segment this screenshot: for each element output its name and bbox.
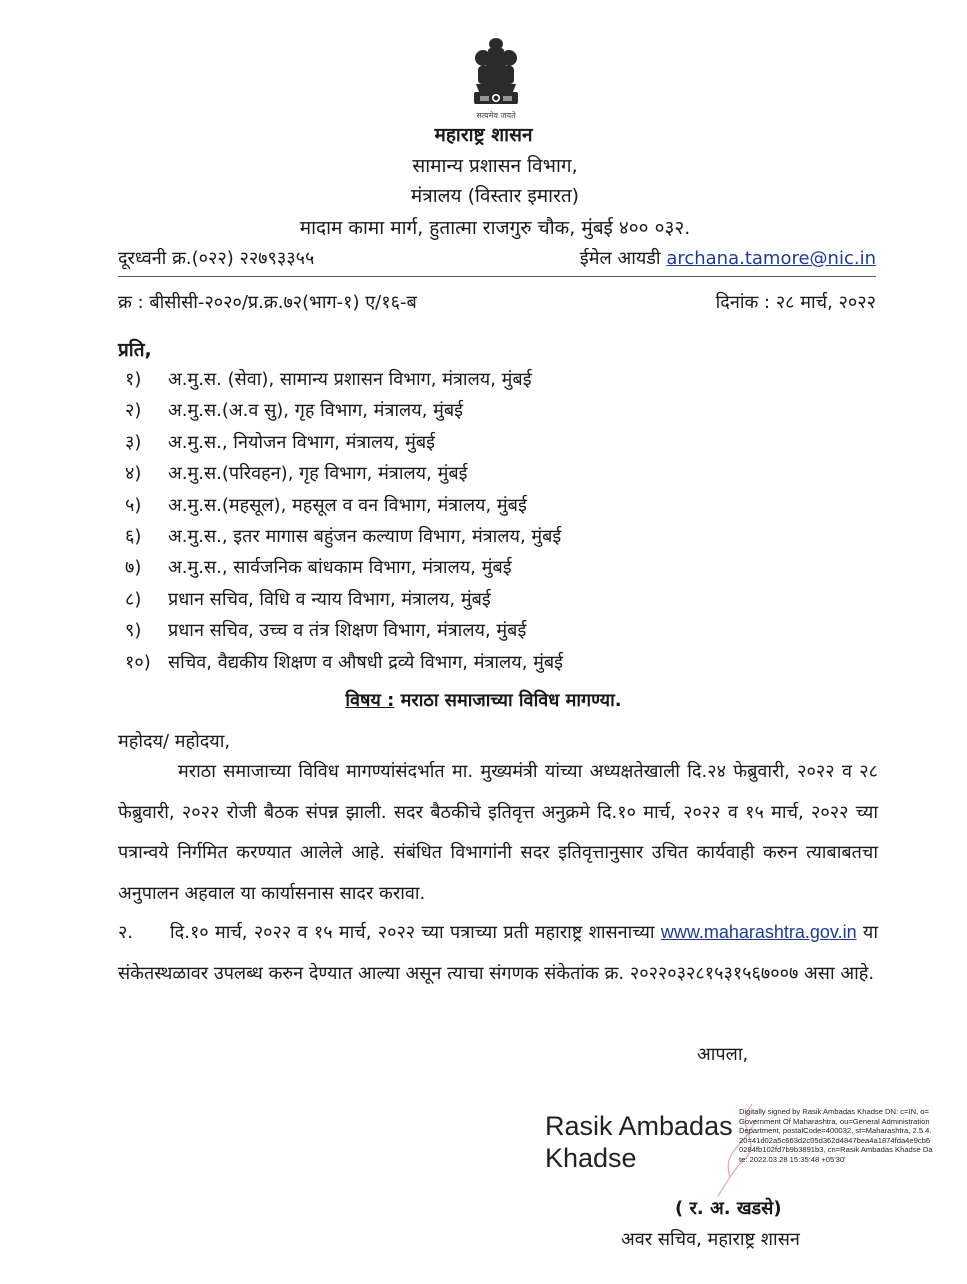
subject-line <box>0 688 967 712</box>
item-text: अ.मु.स.(अ.व सु), गृह विभाग, मंत्रालय, मुंबई <box>168 400 464 422</box>
list-item <box>125 552 563 583</box>
designation: अवर सचिव, महाराष्ट्र शासन <box>621 1229 800 1250</box>
list-item <box>125 647 563 678</box>
reference-row <box>118 290 876 318</box>
item-text: प्रधान सचिव, उच्च व तंत्र शिक्षण विभाग, मंत्रालय, मुंबई <box>168 620 527 642</box>
item-text: अ.मु.स., नियोजन विभाग, मंत्रालय, मुंबई <box>168 431 436 453</box>
office-address: मादाम कामा मार्ग, हुतात्मा राजगुरु चौक, मुंबई ४०० ०३२. <box>299 217 691 239</box>
phone-number: दूरध्वनी क्र.(०२२) २२७९३३५५ <box>118 248 315 269</box>
item-text: अ.मु.स. (सेवा), सामान्य प्रशासन विभाग, मंत्रालय, मुंबई <box>168 369 532 390</box>
website-link[interactable]: www.maharashtra.gov.in <box>660 922 857 942</box>
item-number: ५) <box>125 494 142 516</box>
closing: आपला, <box>697 1044 749 1065</box>
contact-row <box>118 246 876 274</box>
digital-signature-details: Digitally signed by Rasik Ambadas Khadse DN: c=IN, o=Government Of Maharashtra, ou=General Administration Department, postalCode=400032, st=Maharashtra, 2.5.4.20=41d02a5c663d2c05d362d4847bea4a1874fda4e9cb60284fb102fd7b9b3891b3, cn=Rasik Ambadas Khadse Date: 2022.03.28 15:35:48 +05'30' <box>739 1107 933 1164</box>
building-name: मंत्रालय (विस्तार इमारत) <box>410 185 580 207</box>
paragraph-text: मराठा समाजाच्या विविध मागण्यांसंदर्भात मा. मुख्यमंत्री यांच्या अध्यक्षतेखाली दि.२४ फेब्रुवारी, २०२२ व २८ फेब्रुवारी, २०२२ रोजी बैठक संपन्न झाली. सदर बैठकीचे इतिवृत्त अनुक्रमे दि.१० मार्च, २०२२ व १५ मार्च, २०२२ च्या पत्रान्वये निर्गमित करण्यात आलेले आहे. संबंधित विभागांनी सदर इतिवृत्तानुसार उचित कार्यवाही करुन त्याबाबतचा अनुपालन अहवाल या कार्यासनास सादर करावा. <box>118 761 878 904</box>
emblem-motto: सत्यमेव जयते <box>476 111 516 120</box>
item-text: अ.मु.स.(परिवहन), गृह विभाग, मंत्रालय, मुंबई <box>168 463 468 485</box>
item-number: १) <box>125 369 142 390</box>
item-number: ९) <box>125 620 142 642</box>
list-item <box>125 615 563 646</box>
list-item <box>125 521 563 552</box>
item-number: २) <box>125 400 142 422</box>
body-paragraph-2 <box>118 912 878 994</box>
letter-date: दिनांक : २८ मार्च, २०२२ <box>715 292 876 313</box>
paragraph-number: २. <box>118 922 134 943</box>
list-item <box>125 427 563 458</box>
recipients-list <box>125 364 563 678</box>
body-paragraph-1 <box>118 752 878 914</box>
item-text: प्रधान सचिव, विधि व न्याय विभाग, मंत्रालय, मुंबई <box>168 588 491 610</box>
header-divider <box>118 276 876 277</box>
item-number: ८) <box>125 588 142 610</box>
list-item <box>125 458 563 489</box>
department-name: सामान्य प्रशासन विभाग, <box>412 155 578 177</box>
email-block <box>580 246 876 270</box>
subject-label: विषय : <box>345 690 395 711</box>
email-link[interactable]: archana.tamore@nic.in <box>666 248 876 269</box>
reference-number: क्र : बीसीसी-२०२०/प्र.क्र.७२(भाग-१) ए/१६-ब <box>118 292 417 313</box>
item-number: ७) <box>125 557 142 579</box>
signatory-initials: ( र. अ. खडसे) <box>675 1198 782 1219</box>
item-number: ४) <box>125 463 142 485</box>
government-title: महाराष्ट्र शासन <box>434 124 533 146</box>
recipients-heading: प्रति, <box>118 339 152 361</box>
item-text: अ.मु.स., इतर मागास बहुंजन कल्याण विभाग, मंत्रालय, मुंबई <box>168 525 562 547</box>
item-number: ६) <box>125 525 142 547</box>
item-text: अ.मु.स.(महसूल), महसूल व वन विभाग, मंत्रालय, मुंबई <box>168 494 527 516</box>
paragraph-text-before-link: दि.१० मार्च, २०२२ व १५ मार्च, २०२२ च्या पत्राच्या प्रती महाराष्ट्र शासनाच्या <box>170 922 661 943</box>
email-label: ईमेल आयडी <box>579 248 661 269</box>
item-number: १०) <box>125 651 151 673</box>
subject-text: मराठा समाजाच्या विविध मागण्या. <box>394 690 622 711</box>
salutation: महोदय/ महोदया, <box>118 731 231 752</box>
signer-name: Rasik Ambadas Khadse <box>545 1111 733 1173</box>
paragraph-text-after-link: या संकेतस्थळावर उपलब्ध करुन देण्यात आल्या असून त्याचा संगणक संकेतांक क्र. २०२२०३२८१५३१५६७००७ असा आहे. <box>118 922 878 984</box>
list-item <box>125 364 563 395</box>
item-number: ३) <box>125 431 142 453</box>
list-item <box>125 395 563 426</box>
list-item <box>125 584 563 615</box>
item-text: सचिव, वैद्यकीय शिक्षण व औषधी द्रव्ये विभाग, मंत्रालय, मुंबई <box>168 651 564 673</box>
list-item <box>125 490 563 521</box>
item-text: अ.मु.स., सार्वजनिक बांधकाम विभाग, मंत्रालय, मुंबई <box>168 557 512 579</box>
